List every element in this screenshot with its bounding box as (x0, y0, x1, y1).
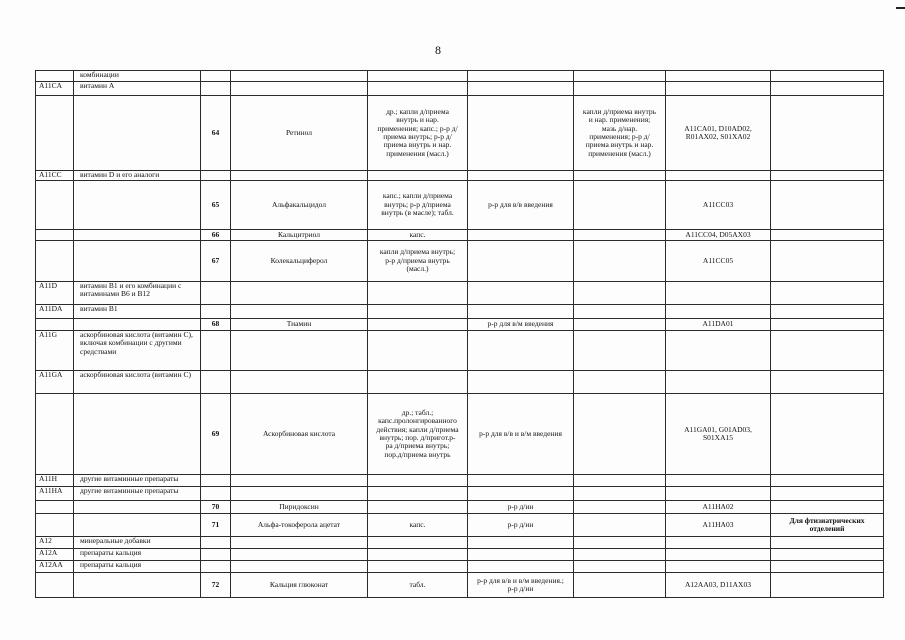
external-forms (574, 573, 666, 598)
atc-group-code: A12AA (36, 561, 74, 573)
injection-forms (468, 305, 574, 319)
atc-group-code: A12 (36, 537, 74, 549)
atc-code (666, 475, 771, 487)
atc-code: A11HA02 (666, 501, 771, 514)
atc-group-code: A12A (36, 549, 74, 561)
atc-group-code: A11D (36, 282, 74, 305)
drug-list-table (35, 70, 884, 598)
drug-row (36, 319, 884, 331)
atc-group-name: комбинации (74, 71, 201, 82)
note (771, 241, 884, 282)
atc-group-code: A11CA (36, 82, 74, 96)
atc-group-code (36, 501, 74, 514)
note (771, 537, 884, 549)
note (771, 71, 884, 82)
drug-name (231, 282, 368, 305)
injection-forms (468, 331, 574, 371)
atc-code (666, 71, 771, 82)
drug-name (231, 537, 368, 549)
atc-group-code (36, 96, 74, 171)
dosage-forms (368, 487, 468, 501)
external-forms (574, 241, 666, 282)
injection-forms (468, 561, 574, 573)
note (771, 282, 884, 305)
external-forms (574, 475, 666, 487)
row-number (201, 371, 231, 394)
injection-forms (468, 96, 574, 171)
row-number: 69 (201, 394, 231, 475)
row-number (201, 71, 231, 82)
external-forms (574, 331, 666, 371)
atc-group-code: A11H (36, 475, 74, 487)
note (771, 549, 884, 561)
atc-group-code: A11DA (36, 305, 74, 319)
note (771, 305, 884, 319)
drug-row (36, 230, 884, 241)
drug-name (231, 487, 368, 501)
row-number: 64 (201, 96, 231, 171)
injection-forms (468, 371, 574, 394)
atc-code (666, 561, 771, 573)
dosage-forms (368, 475, 468, 487)
note (771, 331, 884, 371)
table-body (36, 71, 884, 598)
dosage-forms: капли д/приема внутрь; р-р д/приема внутрь (масл.) (368, 241, 468, 282)
row-number (201, 282, 231, 305)
atc-group-name: минеральные добавки (74, 537, 201, 549)
atc-code: A11CA01, D10AD02, R01AX02, S01XA02 (666, 96, 771, 171)
injection-forms (468, 230, 574, 241)
injection-forms (468, 487, 574, 501)
external-forms (574, 394, 666, 475)
injection-forms: р-р для в/в и в/м введения.; р-р д/ин (468, 573, 574, 598)
row-number (201, 537, 231, 549)
drug-name (231, 549, 368, 561)
drug-name: Альфа-токоферола ацетат (231, 514, 368, 537)
atc-group-name (74, 181, 201, 230)
atc-code (666, 171, 771, 181)
external-forms (574, 537, 666, 549)
note (771, 181, 884, 230)
atc-group-code: A11HA (36, 487, 74, 501)
external-forms (574, 561, 666, 573)
dosage-forms (368, 305, 468, 319)
note (771, 319, 884, 331)
external-forms (574, 514, 666, 537)
atc-group-code: A11CC (36, 171, 74, 181)
injection-forms (468, 171, 574, 181)
dosage-forms: др.; табл.; капс.пролонгированного действия; капли д/приема внутрь; пор. д/пригот.р-ра д/приема внутрь; пор.д/приема внутрь (368, 394, 468, 475)
atc-code: A11GA01, G01AD03, S01XA15 (666, 394, 771, 475)
dosage-forms: др.; капли д/приема внутрь и нар. применения; капс.; р-р д/приема внутрь; р-р д/приема внутрь и нар. применения (масл.) (368, 96, 468, 171)
drug-name (231, 71, 368, 82)
external-forms: капли д/приема внутрь и нар. применения; мазь д/нар. применения; р-р д/приема внутрь и нар. применения (масл.) (574, 96, 666, 171)
injection-forms (468, 282, 574, 305)
atc-code (666, 305, 771, 319)
note (771, 501, 884, 514)
note (771, 230, 884, 241)
drug-name (231, 305, 368, 319)
injection-forms (468, 82, 574, 96)
drug-row (36, 394, 884, 475)
drug-name: Кальция глюконат (231, 573, 368, 598)
group-row (36, 305, 884, 319)
row-number (201, 82, 231, 96)
row-number: 66 (201, 230, 231, 241)
note: Для фтизиатрических отделений (771, 514, 884, 537)
external-forms (574, 82, 666, 96)
drug-name: Колекальциферол (231, 241, 368, 282)
row-number: 65 (201, 181, 231, 230)
injection-forms: р-р д/ин (468, 501, 574, 514)
note (771, 171, 884, 181)
drug-row (36, 501, 884, 514)
atc-group-code (36, 181, 74, 230)
drug-row (36, 181, 884, 230)
row-number (201, 487, 231, 501)
dosage-forms (368, 501, 468, 514)
group-row (36, 537, 884, 549)
row-number (201, 171, 231, 181)
injection-forms: р-р для в/м введения (468, 319, 574, 331)
atc-group-name: витамин B1 (74, 305, 201, 319)
drug-name (231, 331, 368, 371)
external-forms (574, 230, 666, 241)
group-row (36, 561, 884, 573)
atc-code: A11CC03 (666, 181, 771, 230)
external-forms (574, 181, 666, 230)
atc-code: A11CC05 (666, 241, 771, 282)
group-row (36, 487, 884, 501)
page-number: 8 (435, 43, 441, 57)
atc-group-name (74, 573, 201, 598)
row-number: 67 (201, 241, 231, 282)
atc-code (666, 537, 771, 549)
atc-group-code (36, 241, 74, 282)
dosage-forms (368, 371, 468, 394)
drug-name: Альфакальцидол (231, 181, 368, 230)
dosage-forms (368, 82, 468, 96)
atc-group-code (36, 230, 74, 241)
atc-code: A11DA01 (666, 319, 771, 331)
atc-group-name: препараты кальция (74, 549, 201, 561)
drug-name: Кальцитриол (231, 230, 368, 241)
drug-name: Пиридоксин (231, 501, 368, 514)
group-row (36, 82, 884, 96)
external-forms (574, 305, 666, 319)
atc-group-code (36, 573, 74, 598)
group-row (36, 475, 884, 487)
injection-forms (468, 549, 574, 561)
row-number: 70 (201, 501, 231, 514)
drug-row (36, 573, 884, 598)
dosage-forms (368, 282, 468, 305)
row-number: 68 (201, 319, 231, 331)
dosage-forms: капс. (368, 230, 468, 241)
injection-forms (468, 475, 574, 487)
group-row (36, 71, 884, 82)
note (771, 82, 884, 96)
atc-group-name (74, 394, 201, 475)
external-forms (574, 71, 666, 82)
atc-group-code (36, 71, 74, 82)
row-number: 71 (201, 514, 231, 537)
atc-code: A11CC04, D05AX03 (666, 230, 771, 241)
atc-code (666, 82, 771, 96)
drug-name: Аскорбиновая кислота (231, 394, 368, 475)
injection-forms: р-р д/ин (468, 514, 574, 537)
atc-group-name: витамин D и его аналоги (74, 171, 201, 181)
external-forms (574, 371, 666, 394)
dosage-forms: капс.; капли д/приема внутрь; р-р д/приема внутрь (в масле); табл. (368, 181, 468, 230)
row-number: 72 (201, 573, 231, 598)
atc-group-code (36, 394, 74, 475)
atc-group-name (74, 514, 201, 537)
drug-name: Тиамин (231, 319, 368, 331)
group-row (36, 549, 884, 561)
atc-group-code: A11G (36, 331, 74, 371)
atc-code: A12AA03, D11AX03 (666, 573, 771, 598)
note (771, 475, 884, 487)
atc-group-code (36, 514, 74, 537)
external-forms (574, 487, 666, 501)
dosage-forms (368, 537, 468, 549)
group-row (36, 331, 884, 371)
atc-group-name: другие витаминные препараты (74, 487, 201, 501)
atc-group-code (36, 319, 74, 331)
atc-code: A11HA03 (666, 514, 771, 537)
drug-name: Ретинол (231, 96, 368, 171)
dosage-forms (368, 561, 468, 573)
atc-code (666, 282, 771, 305)
atc-group-name (74, 501, 201, 514)
external-forms (574, 282, 666, 305)
atc-code (666, 487, 771, 501)
atc-group-name (74, 230, 201, 241)
drug-name (231, 82, 368, 96)
atc-code (666, 371, 771, 394)
atc-code (666, 549, 771, 561)
row-number (201, 331, 231, 371)
group-row (36, 171, 884, 181)
drug-row (36, 96, 884, 171)
drug-name (231, 561, 368, 573)
note (771, 561, 884, 573)
atc-group-name: витамин B1 и его комбинации с витаминами B6 и B12 (74, 282, 201, 305)
drug-row (36, 241, 884, 282)
drug-name (231, 371, 368, 394)
dosage-forms (368, 549, 468, 561)
dosage-forms (368, 319, 468, 331)
note (771, 394, 884, 475)
atc-group-name (74, 96, 201, 171)
atc-group-name: аскорбиновая кислота (витамин C) (74, 371, 201, 394)
dosage-forms: капс. (368, 514, 468, 537)
atc-group-name (74, 319, 201, 331)
drug-row (36, 514, 884, 537)
row-number (201, 561, 231, 573)
dosage-forms: табл. (368, 573, 468, 598)
atc-group-name (74, 241, 201, 282)
injection-forms (468, 537, 574, 549)
atc-group-name: препараты кальция (74, 561, 201, 573)
injection-forms: р-р для в/в и в/м введения (468, 394, 574, 475)
atc-group-name: аскорбиновая кислота (витамин C), включая комбинации с другими средствами (74, 331, 201, 371)
external-forms (574, 171, 666, 181)
note (771, 573, 884, 598)
atc-group-code: A11GA (36, 371, 74, 394)
drug-name (231, 171, 368, 181)
atc-group-name: витамин A (74, 82, 201, 96)
injection-forms: р-р для в/в введения (468, 181, 574, 230)
group-row (36, 282, 884, 305)
dosage-forms (368, 71, 468, 82)
note (771, 371, 884, 394)
atc-group-name: другие витаминные препараты (74, 475, 201, 487)
drug-name (231, 475, 368, 487)
row-number (201, 549, 231, 561)
external-forms (574, 501, 666, 514)
dosage-forms (368, 331, 468, 371)
injection-forms (468, 71, 574, 82)
dosage-forms (368, 171, 468, 181)
injection-forms (468, 241, 574, 282)
row-number (201, 305, 231, 319)
scan-mark (896, 7, 905, 9)
atc-code (666, 331, 771, 371)
row-number (201, 475, 231, 487)
group-row (36, 371, 884, 394)
note (771, 487, 884, 501)
note (771, 96, 884, 171)
external-forms (574, 549, 666, 561)
external-forms (574, 319, 666, 331)
